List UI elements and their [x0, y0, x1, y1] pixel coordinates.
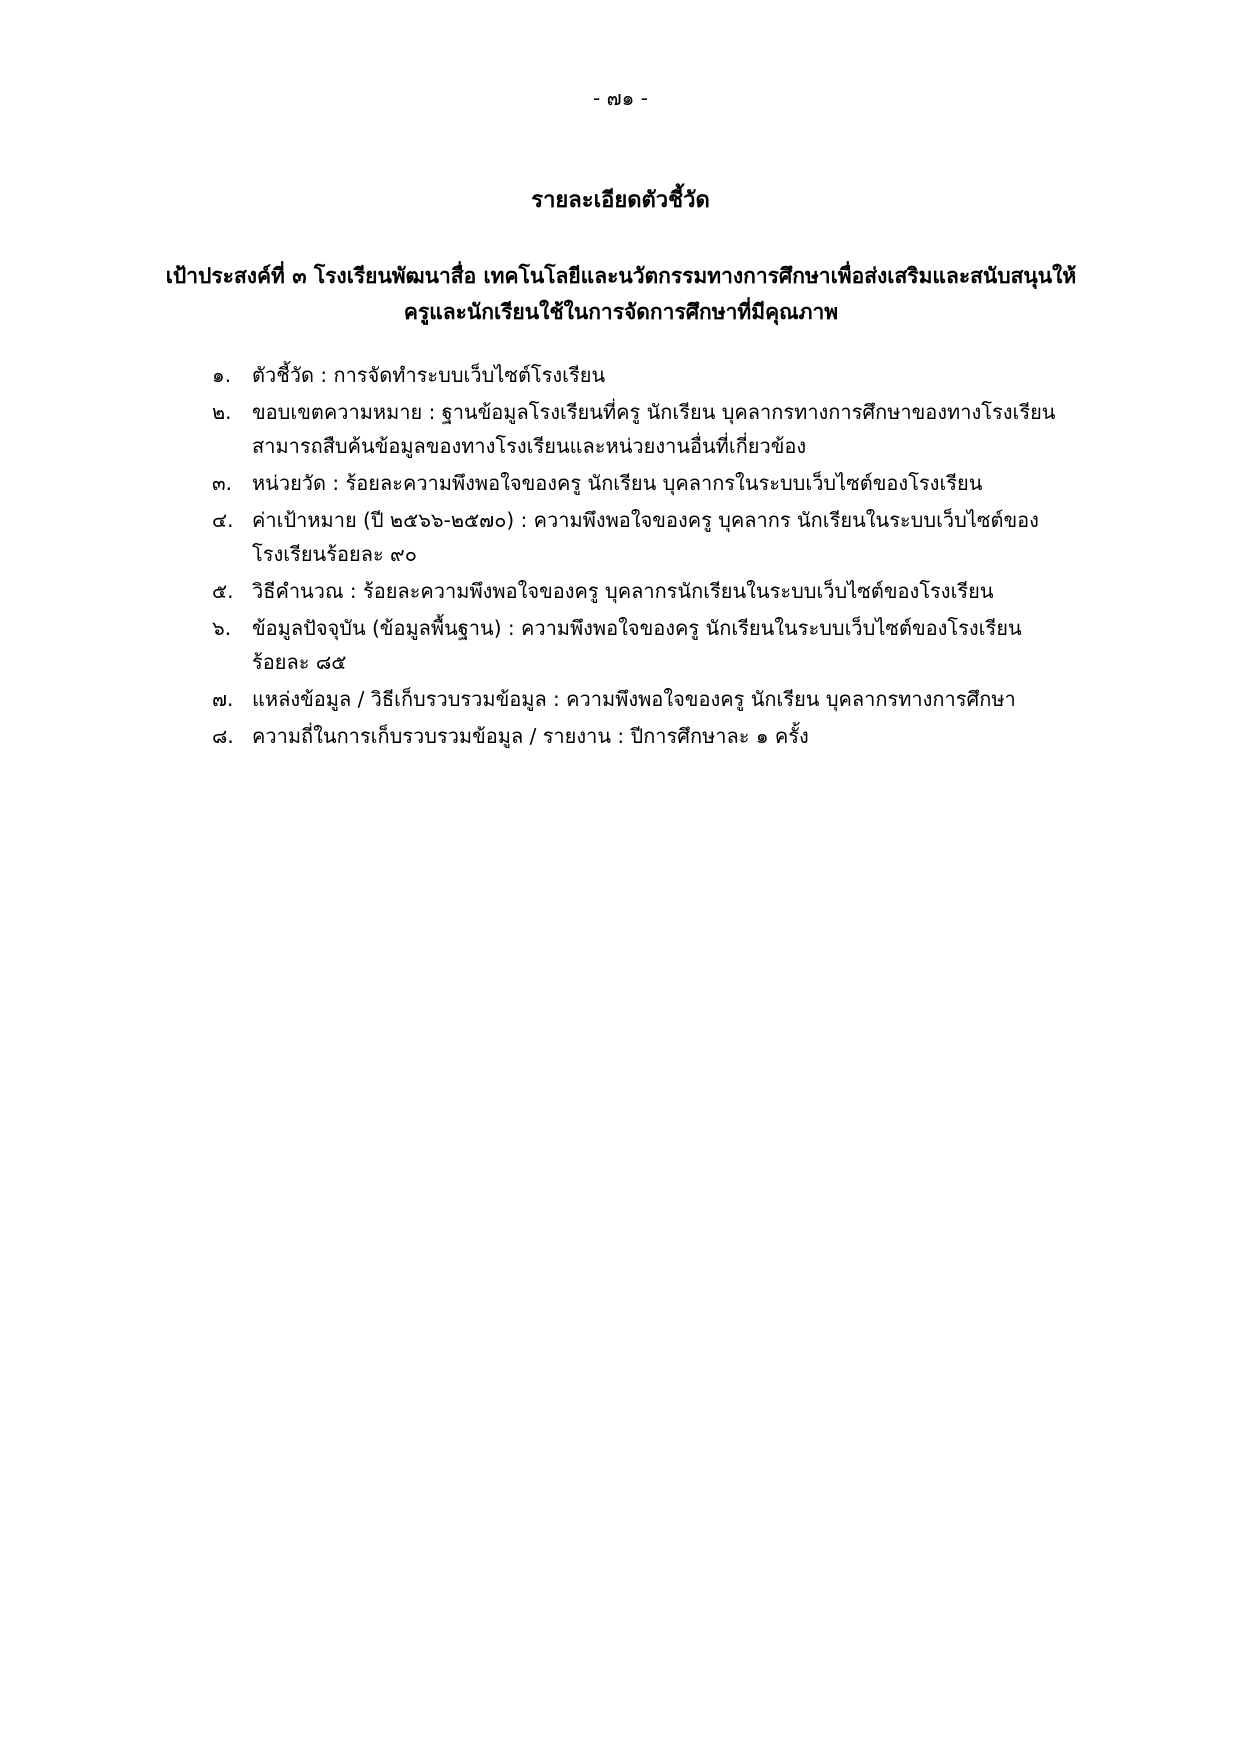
item-continuation: ร้อยละ ๘๕ — [252, 650, 347, 674]
list-item — [212, 574, 1112, 608]
item-number: ๔. — [212, 508, 234, 532]
list-item — [212, 682, 1112, 716]
list-item — [212, 503, 1112, 571]
item-continuation: สามารถสืบค้นข้อมูลของทางโรงเรียนและหน่วยงานอื่นที่เกี่ยวข้อง — [252, 434, 807, 458]
item-text: ขอบเขตความหมาย : ฐานข้อมูลโรงเรียนที่ครู นักเรียน บุคลากรทางการศึกษาของทางโรงเรียน — [252, 400, 1056, 424]
document-title: รายละเอียดตัวชี้วัด — [531, 188, 710, 213]
indicator-list — [212, 358, 1112, 756]
item-text: แหล่งข้อมูล / วิธีเก็บรวบรวมข้อมูล : ความพึงพอใจของครู นักเรียน บุคลากรทางการศึกษา — [252, 687, 1016, 711]
list-item — [212, 395, 1112, 463]
item-number: ๓. — [212, 471, 233, 495]
list-item — [212, 358, 1112, 392]
item-number: ๒. — [212, 400, 232, 424]
list-item — [212, 719, 1112, 753]
item-continuation: โรงเรียนร้อยละ ๙๐ — [252, 542, 417, 566]
page-number: - ๗๑ - — [593, 86, 648, 110]
list-item — [212, 611, 1112, 679]
item-text: ตัวชี้วัด : การจัดทำระบบเว็บไซต์โรงเรียน — [252, 363, 606, 387]
item-text: ค่าเป้าหมาย (ปี ๒๕๖๖-๒๕๗๐) : ความพึงพอใจของครู บุคลากร นักเรียนในระบบเว็บไซต์ของ — [252, 508, 1039, 532]
list-item — [212, 466, 1112, 500]
item-text: วิธีคำนวณ : ร้อยละความพึงพอใจของครู บุคลากรนักเรียนในระบบเว็บไซต์ของโรงเรียน — [252, 579, 994, 603]
item-text: หน่วยวัด : ร้อยละความพึงพอใจของครู นักเรียน บุคลากรในระบบเว็บไซต์ของโรงเรียน — [252, 471, 983, 495]
item-text: ข้อมูลปัจจุบัน (ข้อมูลพื้นฐาน) : ความพึงพอใจของครู นักเรียนในระบบเว็บไซต์ของโรงเรียน — [252, 616, 1022, 640]
objective-line-1: เป้าประสงค์ที่ ๓ โรงเรียนพัฒนาสื่อ เทคโนโลยีและนวัตกรรมทางการศึกษาเพื่อส่งเสริมและสนับสนุนให้ — [165, 264, 1077, 288]
item-text: ความถี่ในการเก็บรวบรวมข้อมูล / รายงาน : ปีการศึกษาละ ๑ ครั้ง — [252, 724, 809, 748]
objective-heading — [140, 258, 1102, 330]
item-number: ๑. — [212, 363, 232, 387]
item-number: ๘. — [212, 724, 234, 748]
objective-line-2: ครูและนักเรียนใช้ในการจัดการศึกษาที่มีคุณภาพ — [403, 300, 839, 324]
item-number: ๕. — [212, 579, 234, 603]
item-number: ๗. — [212, 687, 234, 711]
item-number: ๖. — [212, 616, 232, 640]
